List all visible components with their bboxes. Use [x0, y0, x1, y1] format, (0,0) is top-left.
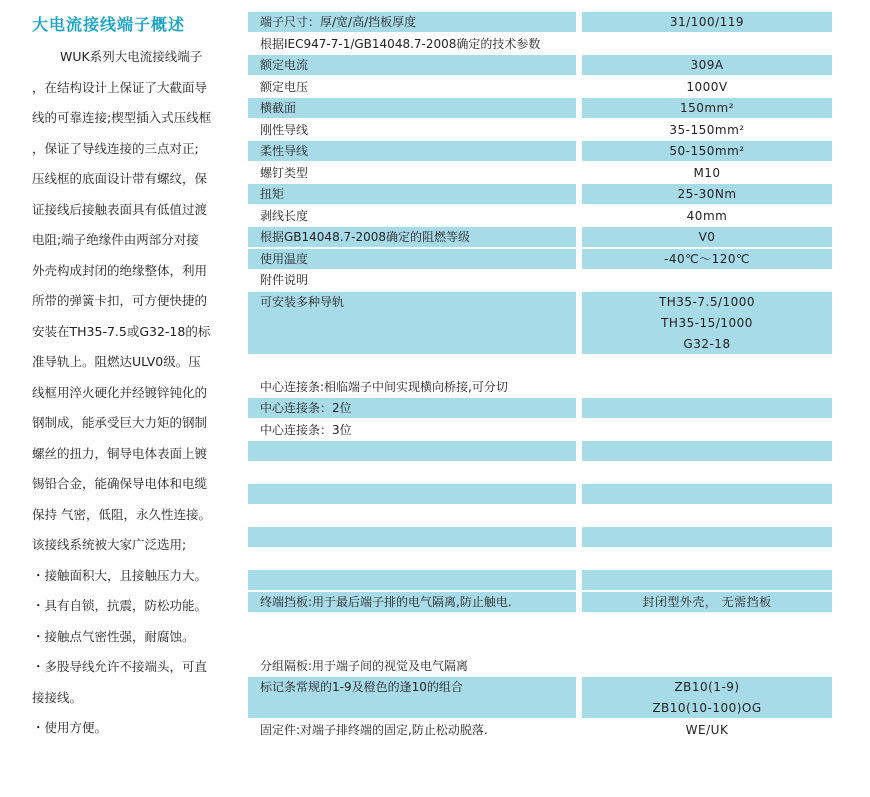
row-value: -40℃～120℃	[664, 251, 750, 266]
row-label: 额定电流	[260, 58, 309, 72]
row-shading-right	[582, 441, 832, 461]
table-row	[248, 227, 832, 247]
table-row	[248, 677, 832, 718]
table-row	[248, 527, 832, 547]
table-row	[248, 656, 832, 676]
row-value: 封闭型外壳， 无需挡板	[642, 594, 772, 609]
row-label: 横截面	[260, 101, 297, 115]
table-row	[248, 549, 832, 569]
row-shading-right	[582, 398, 832, 418]
row-shading-right	[582, 570, 832, 590]
row-value: G32-18	[683, 336, 731, 351]
table-row	[248, 570, 832, 590]
table-row	[248, 613, 832, 654]
table-row	[248, 34, 832, 54]
row-label: 根据IEC947-7-1/GB14048.7-2008确定的技术参数	[260, 36, 541, 51]
description-line: ・接触面积大，且接触压力大。	[32, 567, 208, 583]
row-label: 中心连接条:相临端子中间实现横向桥接,可分切	[260, 379, 508, 394]
table-row	[248, 506, 832, 526]
row-shading-left	[248, 484, 576, 504]
row-shading-left	[248, 570, 576, 590]
row-shading-left	[248, 441, 576, 461]
description-line: 证接线后接触表面具有低值过渡	[32, 201, 208, 217]
description-line: 锡铅合金，能确保导电体和电缆	[32, 476, 208, 491]
row-label: 端子尺寸：厚/宽/高/挡板厚度	[260, 15, 417, 29]
row-value: 50-150mm²	[669, 144, 745, 158]
description-line: ・多股导线允许不接端头，可直	[32, 659, 208, 674]
row-label: 分组隔板:用于端子间的视觉及电气隔离	[260, 658, 469, 673]
table-row	[248, 420, 832, 440]
row-value: WE/UK	[685, 722, 729, 737]
description-line: 接接线。	[32, 689, 83, 705]
table-row	[248, 484, 832, 504]
table-row	[248, 377, 832, 397]
table-row	[248, 292, 832, 354]
row-value: ZB10(1-9)	[674, 680, 740, 694]
description-line: 线框用淬火硬化并经镀锌钝化的	[32, 384, 208, 400]
row-label: 柔性导线	[260, 144, 309, 158]
description-line: 螺丝的扭力，铜导电体表面上镀	[32, 445, 208, 461]
table-row	[248, 163, 832, 183]
row-label: 附件说明	[260, 273, 309, 287]
row-value: 309A	[690, 58, 724, 72]
description-line: 钢制成，能承受巨大力矩的钢制	[32, 415, 208, 430]
description-line: WUK系列大电流接线端子	[60, 49, 203, 64]
row-label: 中心连接条：3位	[260, 422, 352, 437]
row-label: 额定电压	[260, 79, 309, 94]
table-row	[248, 120, 832, 140]
table-row	[248, 398, 832, 418]
row-label: 螺钉类型	[260, 165, 309, 180]
table-row	[248, 98, 832, 118]
table-row	[248, 55, 832, 75]
row-label: 固定件:对端子排终端的固定,防止松动脱落.	[260, 722, 488, 737]
row-value: 150mm²	[679, 101, 735, 115]
description-line: 外壳构成封闭的绝缘整体，利用	[32, 262, 208, 278]
row-value: 25-30Nm	[677, 187, 737, 201]
row-label: 中心连接条：2位	[260, 401, 352, 415]
table-row	[248, 77, 832, 97]
table-row	[248, 463, 832, 483]
description-line: 安装在TH35-7.5或G32-18的标	[32, 323, 211, 339]
description-line: 准导轨上。阻燃达ULV0级。压	[32, 354, 201, 369]
row-shading-left	[248, 527, 576, 547]
table-row	[248, 249, 832, 269]
table-row	[248, 206, 832, 226]
row-label: 根据GB14048.7-2008确定的阻燃等级	[260, 230, 471, 244]
row-shading-left	[248, 98, 576, 118]
row-shading-right	[582, 484, 832, 504]
description-line: 电阻;端子绝缘件由两部分对接	[32, 232, 199, 247]
description-line: 保持 气密，低阻，永久性连接。	[32, 506, 211, 522]
row-label: 刚性导线	[260, 122, 309, 137]
table-row	[248, 355, 832, 375]
row-label: 使用温度	[260, 251, 309, 266]
row-label: 标记条常规的1-9及橙色的逢10的组合	[260, 680, 463, 694]
row-value: TH35-15/1000	[661, 315, 753, 330]
table-row	[248, 184, 832, 204]
description-line: ・接触点气密性强，耐腐蚀。	[32, 628, 195, 644]
description-line: ，在结构设计上保证了大截面导	[32, 79, 208, 95]
description-line: ・使用方便。	[32, 720, 108, 735]
row-value: M10	[693, 165, 721, 180]
row-value: TH35-7.5/1000	[658, 294, 756, 309]
table-row	[248, 720, 832, 740]
row-label: 剥线长度	[260, 208, 309, 223]
description-text	[32, 42, 232, 744]
row-value: 40mm	[686, 208, 728, 223]
row-label: 可安装多种导轨	[260, 294, 345, 309]
table-row	[248, 270, 832, 290]
row-value: 1000V	[686, 79, 728, 94]
row-value: V0	[698, 230, 716, 244]
page-title: 大电流接线端子概述	[32, 15, 186, 34]
row-shading-left	[248, 184, 576, 204]
description-line: ・具有自锁，抗震，防松功能。	[32, 598, 208, 613]
description-line: ，保证了导线连接的三点对正;	[32, 140, 199, 156]
description-line: 所带的弹簧卡扣，可方便快捷的	[32, 293, 208, 308]
row-shading-right	[582, 527, 832, 547]
row-value: 31/100/119	[669, 15, 745, 29]
table-row	[248, 12, 832, 32]
row-label: 终端挡板:用于最后端子排的电气隔离,防止触电.	[260, 594, 512, 609]
description-line: 线的可靠连接;楔型插入式压线框	[32, 110, 212, 125]
table-row	[248, 141, 832, 161]
description-line: 压线框的底面设计带有螺纹，保	[32, 171, 208, 186]
row-value: ZB10(10-100)OG	[652, 701, 762, 715]
description-line: 该接线系统被大家广泛选用;	[32, 537, 187, 552]
row-label: 扭矩	[260, 187, 285, 201]
row-value: 35-150mm²	[669, 122, 745, 137]
table-row	[248, 441, 832, 461]
table-row	[248, 592, 832, 612]
